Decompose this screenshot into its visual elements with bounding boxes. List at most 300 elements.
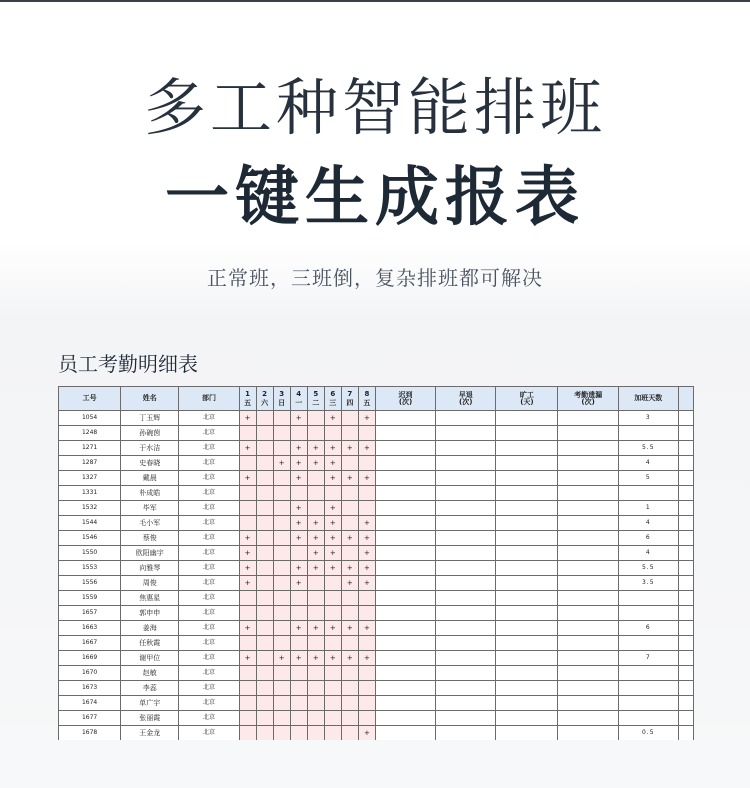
cell-day-mark: + xyxy=(341,471,358,486)
cell-blank xyxy=(678,591,693,606)
cell-overtime: 4 xyxy=(618,456,678,471)
cell-missing xyxy=(558,711,618,726)
cell-employee-name: 史春晓 xyxy=(121,456,179,471)
cell-overtime: 3 xyxy=(618,411,678,426)
cell-day-mark xyxy=(358,606,375,621)
cell-blank xyxy=(678,546,693,561)
header-day-weekday: 三 xyxy=(329,398,337,407)
cell-blank xyxy=(678,471,693,486)
cell-blank xyxy=(678,441,693,456)
table-header-row xyxy=(59,387,694,411)
header-day-1 xyxy=(239,387,256,411)
cell-early xyxy=(436,516,496,531)
cell-day-mark xyxy=(273,591,290,606)
cell-late xyxy=(375,516,435,531)
header-day-8 xyxy=(358,387,375,411)
cell-day-mark xyxy=(239,426,256,441)
cell-day-mark xyxy=(273,606,290,621)
cell-absent xyxy=(496,621,558,636)
cell-day-mark: + xyxy=(324,411,341,426)
header-absent-line: (天) xyxy=(520,397,534,406)
cell-department: 北京 xyxy=(179,561,239,576)
header-late-line: 迟到 xyxy=(398,390,413,399)
cell-day-mark xyxy=(239,591,256,606)
cell-day-mark xyxy=(239,696,256,711)
cell-missing xyxy=(558,666,618,681)
cell-early xyxy=(436,651,496,666)
cell-day-mark xyxy=(290,696,307,711)
cell-absent xyxy=(496,456,558,471)
cell-employee-id: 1663 xyxy=(59,621,121,636)
cell-day-mark: + xyxy=(290,411,307,426)
cell-missing xyxy=(558,576,618,591)
cell-day-mark xyxy=(290,486,307,501)
cell-day-mark: + xyxy=(239,576,256,591)
headline-bold: 一键生成报表 xyxy=(165,161,585,235)
cell-day-mark xyxy=(273,531,290,546)
cell-early xyxy=(436,726,496,741)
cell-absent xyxy=(496,441,558,456)
cell-absent xyxy=(496,471,558,486)
cell-missing xyxy=(558,471,618,486)
cell-absent xyxy=(496,696,558,711)
cell-missing xyxy=(558,591,618,606)
cell-employee-name: 王金龙 xyxy=(121,726,179,741)
cell-day-mark xyxy=(256,651,273,666)
cell-blank xyxy=(678,726,693,741)
header-missing-line: (次) xyxy=(581,397,595,406)
cell-day-mark xyxy=(341,501,358,516)
table-row xyxy=(59,561,694,576)
cell-blank xyxy=(678,501,693,516)
cell-absent xyxy=(496,426,558,441)
cell-overtime xyxy=(618,666,678,681)
cell-employee-name: 毕军 xyxy=(121,501,179,516)
cell-day-mark xyxy=(273,636,290,651)
cell-day-mark: + xyxy=(358,621,375,636)
cell-absent xyxy=(496,501,558,516)
cell-day-mark xyxy=(358,456,375,471)
cell-day-mark xyxy=(341,606,358,621)
cell-day-mark xyxy=(290,591,307,606)
cell-department: 北京 xyxy=(179,636,239,651)
header-day-7 xyxy=(341,387,358,411)
cell-day-mark: + xyxy=(239,531,256,546)
cell-missing xyxy=(558,561,618,576)
cell-employee-name: 赵敏 xyxy=(121,666,179,681)
cell-day-mark xyxy=(341,591,358,606)
table-row xyxy=(59,696,694,711)
cell-absent xyxy=(496,516,558,531)
cell-early xyxy=(436,411,496,426)
cell-employee-id: 1670 xyxy=(59,666,121,681)
cell-day-mark: + xyxy=(358,561,375,576)
cell-day-mark: + xyxy=(290,516,307,531)
cell-department: 北京 xyxy=(179,471,239,486)
cell-employee-id: 1678 xyxy=(59,726,121,741)
cell-employee-name: 毛小军 xyxy=(121,516,179,531)
cell-day-mark: + xyxy=(307,531,324,546)
cell-late xyxy=(375,501,435,516)
headline: 多工种智能排班 xyxy=(143,71,606,144)
table-row xyxy=(59,486,694,501)
cell-day-mark: + xyxy=(324,456,341,471)
header-day-6 xyxy=(324,387,341,411)
cell-day-mark xyxy=(290,711,307,726)
cell-day-mark: + xyxy=(324,441,341,456)
header-day-3 xyxy=(273,387,290,411)
cell-blank xyxy=(678,561,693,576)
cell-day-mark xyxy=(256,426,273,441)
cell-day-mark xyxy=(256,696,273,711)
cell-day-mark xyxy=(324,681,341,696)
cell-missing xyxy=(558,426,618,441)
cell-early xyxy=(436,636,496,651)
cell-day-mark xyxy=(256,411,273,426)
header-day-4 xyxy=(290,387,307,411)
cell-day-mark: + xyxy=(341,576,358,591)
header-early-line: (次) xyxy=(459,397,473,406)
cell-missing xyxy=(558,441,618,456)
cell-day-mark xyxy=(307,576,324,591)
cell-day-mark xyxy=(239,516,256,531)
cell-day-mark: + xyxy=(358,516,375,531)
cell-employee-id: 1657 xyxy=(59,606,121,621)
cell-day-mark xyxy=(358,486,375,501)
cell-day-mark: + xyxy=(324,501,341,516)
header-day-weekday: 一 xyxy=(295,398,303,407)
cell-day-mark xyxy=(324,726,341,741)
cell-missing xyxy=(558,696,618,711)
cell-day-mark: + xyxy=(307,456,324,471)
cell-day-mark xyxy=(239,726,256,741)
cell-day-mark: + xyxy=(341,531,358,546)
cell-absent xyxy=(496,546,558,561)
cell-day-mark: + xyxy=(307,561,324,576)
cell-late xyxy=(375,441,435,456)
cell-day-mark xyxy=(256,531,273,546)
cell-day-mark xyxy=(341,696,358,711)
cell-day-mark xyxy=(273,576,290,591)
header-late-line: (次) xyxy=(398,397,413,406)
table-row xyxy=(59,471,694,486)
table-row xyxy=(59,456,694,471)
cell-late xyxy=(375,546,435,561)
header-early-line: 早退 xyxy=(458,390,473,399)
subtitle: 正常班，三班倒，复杂排班都可解决 xyxy=(207,266,543,290)
cell-employee-name: 焦惠星 xyxy=(121,591,179,606)
cell-day-mark xyxy=(290,606,307,621)
cell-day-mark xyxy=(324,591,341,606)
cell-day-mark: + xyxy=(307,621,324,636)
cell-day-mark: + xyxy=(290,441,307,456)
cell-employee-name: 于水洁 xyxy=(121,441,179,456)
cell-day-mark: + xyxy=(358,546,375,561)
cell-day-mark xyxy=(239,456,256,471)
cell-day-mark xyxy=(324,426,341,441)
cell-day-mark: + xyxy=(239,546,256,561)
cell-day-mark: + xyxy=(358,531,375,546)
cell-day-mark xyxy=(273,546,290,561)
cell-day-mark xyxy=(273,726,290,741)
cell-day-mark xyxy=(256,516,273,531)
cell-late xyxy=(375,471,435,486)
cell-day-mark xyxy=(239,711,256,726)
cell-day-mark: + xyxy=(273,456,290,471)
table-row xyxy=(59,411,694,426)
cell-day-mark: + xyxy=(239,471,256,486)
cell-day-mark xyxy=(358,501,375,516)
cell-employee-id: 1248 xyxy=(59,426,121,441)
cell-day-mark xyxy=(341,681,358,696)
cell-overtime: 5.5 xyxy=(618,441,678,456)
table-row xyxy=(59,516,694,531)
cell-day-mark xyxy=(256,591,273,606)
header-id: 工号 xyxy=(59,387,121,411)
header-missing xyxy=(558,387,618,411)
cell-late xyxy=(375,696,435,711)
cell-employee-name: 孙碗茵 xyxy=(121,426,179,441)
cell-department: 北京 xyxy=(179,456,239,471)
cell-day-mark xyxy=(273,711,290,726)
cell-employee-id: 1667 xyxy=(59,636,121,651)
cell-absent xyxy=(496,561,558,576)
cell-late xyxy=(375,666,435,681)
cell-day-mark xyxy=(341,486,358,501)
cell-late xyxy=(375,711,435,726)
cell-employee-name: 单广宇 xyxy=(121,696,179,711)
cell-early xyxy=(436,546,496,561)
cell-day-mark xyxy=(324,576,341,591)
cell-day-mark xyxy=(239,486,256,501)
cell-day-mark xyxy=(256,501,273,516)
cell-blank xyxy=(678,696,693,711)
cell-department: 北京 xyxy=(179,651,239,666)
cell-day-mark: + xyxy=(290,621,307,636)
header-day-number: 8 xyxy=(364,389,370,398)
cell-department: 北京 xyxy=(179,441,239,456)
cell-employee-name: 姜海 xyxy=(121,621,179,636)
cell-day-mark xyxy=(273,426,290,441)
cell-day-mark xyxy=(324,636,341,651)
cell-overtime: 6 xyxy=(618,621,678,636)
cell-overtime xyxy=(618,426,678,441)
cell-day-mark xyxy=(307,426,324,441)
table-row xyxy=(59,651,694,666)
cell-blank xyxy=(678,651,693,666)
cell-day-mark xyxy=(256,606,273,621)
header-day-number: 4 xyxy=(296,389,302,398)
cell-blank xyxy=(678,636,693,651)
cell-employee-id: 1553 xyxy=(59,561,121,576)
cell-day-mark xyxy=(290,546,307,561)
header-day-weekday: 六 xyxy=(261,398,269,407)
cell-day-mark xyxy=(239,606,256,621)
cell-day-mark: + xyxy=(290,531,307,546)
header-day-weekday: 日 xyxy=(278,398,286,407)
attendance-sheet xyxy=(58,386,694,740)
cell-employee-name: 丁玉辉 xyxy=(121,411,179,426)
table-row xyxy=(59,546,694,561)
cell-day-mark xyxy=(256,621,273,636)
table-row xyxy=(59,441,694,456)
cell-day-mark: + xyxy=(239,651,256,666)
cell-day-mark xyxy=(239,501,256,516)
cell-day-mark xyxy=(239,681,256,696)
header-day-number: 3 xyxy=(279,389,285,398)
cell-day-mark xyxy=(307,711,324,726)
cell-employee-id: 1271 xyxy=(59,441,121,456)
cell-department: 北京 xyxy=(179,501,239,516)
cell-employee-id: 1331 xyxy=(59,486,121,501)
cell-overtime: 6 xyxy=(618,531,678,546)
table-row xyxy=(59,681,694,696)
cell-day-mark xyxy=(358,696,375,711)
header-name: 姓名 xyxy=(121,387,179,411)
cell-late xyxy=(375,591,435,606)
cell-employee-id: 1544 xyxy=(59,516,121,531)
cell-department: 北京 xyxy=(179,711,239,726)
cell-day-mark xyxy=(256,456,273,471)
cell-absent xyxy=(496,711,558,726)
cell-day-mark: + xyxy=(307,546,324,561)
cell-day-mark xyxy=(307,591,324,606)
cell-day-mark xyxy=(341,411,358,426)
cell-day-mark: + xyxy=(239,441,256,456)
cell-day-mark xyxy=(239,636,256,651)
cell-employee-id: 1287 xyxy=(59,456,121,471)
cell-blank xyxy=(678,486,693,501)
table-row xyxy=(59,531,694,546)
table-row xyxy=(59,426,694,441)
header-early xyxy=(436,387,496,411)
cell-absent xyxy=(496,531,558,546)
cell-day-mark: + xyxy=(307,651,324,666)
cell-day-mark xyxy=(290,636,307,651)
cell-employee-name: 朴成皓 xyxy=(121,486,179,501)
cell-blank xyxy=(678,576,693,591)
header-overtime-line: 加班天数 xyxy=(634,394,663,402)
cell-early xyxy=(436,621,496,636)
cell-absent xyxy=(496,726,558,741)
cell-employee-name: 谢甲位 xyxy=(121,651,179,666)
cell-overtime xyxy=(618,681,678,696)
cell-early xyxy=(436,711,496,726)
cell-day-mark xyxy=(324,486,341,501)
cell-day-mark: + xyxy=(290,651,307,666)
cell-day-mark xyxy=(273,441,290,456)
cell-department: 北京 xyxy=(179,546,239,561)
cell-day-mark xyxy=(256,576,273,591)
cell-day-mark xyxy=(256,486,273,501)
cell-employee-name: 周俊 xyxy=(121,576,179,591)
cell-day-mark xyxy=(273,621,290,636)
header-overtime xyxy=(618,387,678,411)
header-day-5 xyxy=(307,387,324,411)
cell-department: 北京 xyxy=(179,591,239,606)
cell-day-mark xyxy=(256,636,273,651)
cell-day-mark xyxy=(358,711,375,726)
cell-day-mark xyxy=(256,546,273,561)
cell-missing xyxy=(558,486,618,501)
table-row xyxy=(59,576,694,591)
cell-day-mark: + xyxy=(358,726,375,741)
cell-day-mark xyxy=(341,426,358,441)
cell-early xyxy=(436,666,496,681)
header-absent xyxy=(496,387,558,411)
cell-department: 北京 xyxy=(179,666,239,681)
cell-blank xyxy=(678,666,693,681)
cell-missing xyxy=(558,516,618,531)
cell-missing xyxy=(558,636,618,651)
cell-employee-id: 1677 xyxy=(59,711,121,726)
cell-late xyxy=(375,426,435,441)
cell-late xyxy=(375,411,435,426)
cell-day-mark: + xyxy=(290,456,307,471)
cell-day-mark xyxy=(341,666,358,681)
cell-overtime: 5.5 xyxy=(618,561,678,576)
cell-employee-name: 李蕊 xyxy=(121,681,179,696)
table-row xyxy=(59,621,694,636)
cell-employee-id: 1673 xyxy=(59,681,121,696)
cell-early xyxy=(436,531,496,546)
cell-missing xyxy=(558,621,618,636)
cell-employee-name: 戴晨 xyxy=(121,471,179,486)
cell-blank xyxy=(678,516,693,531)
cell-day-mark: + xyxy=(324,471,341,486)
cell-day-mark: + xyxy=(341,621,358,636)
cell-day-mark xyxy=(256,441,273,456)
cell-early xyxy=(436,591,496,606)
cell-day-mark: + xyxy=(324,516,341,531)
cell-absent xyxy=(496,681,558,696)
cell-department: 北京 xyxy=(179,606,239,621)
cell-day-mark xyxy=(324,666,341,681)
cell-day-mark: + xyxy=(290,576,307,591)
header-day-2 xyxy=(256,387,273,411)
cell-day-mark xyxy=(307,666,324,681)
cell-blank xyxy=(678,411,693,426)
cell-missing xyxy=(558,651,618,666)
cell-department: 北京 xyxy=(179,681,239,696)
cell-day-mark: + xyxy=(273,651,290,666)
cell-employee-name: 欧阳幽宇 xyxy=(121,546,179,561)
table-row xyxy=(59,666,694,681)
cell-late xyxy=(375,576,435,591)
cell-overtime: 5 xyxy=(618,471,678,486)
cell-day-mark xyxy=(290,726,307,741)
cell-day-mark xyxy=(324,606,341,621)
cell-day-mark xyxy=(273,501,290,516)
cell-early xyxy=(436,441,496,456)
cell-day-mark xyxy=(307,696,324,711)
header-day-weekday: 四 xyxy=(346,398,354,407)
cell-employee-id: 1550 xyxy=(59,546,121,561)
cell-overtime: 3.5 xyxy=(618,576,678,591)
cell-day-mark xyxy=(307,501,324,516)
cell-blank xyxy=(678,606,693,621)
cell-day-mark xyxy=(341,636,358,651)
cell-late xyxy=(375,456,435,471)
attendance-table xyxy=(58,386,694,740)
cell-day-mark: + xyxy=(239,621,256,636)
cell-missing xyxy=(558,606,618,621)
cell-day-mark xyxy=(273,696,290,711)
cell-employee-name: 张丽霞 xyxy=(121,711,179,726)
cell-day-mark: + xyxy=(324,621,341,636)
cell-blank xyxy=(678,531,693,546)
cell-employee-id: 1546 xyxy=(59,531,121,546)
